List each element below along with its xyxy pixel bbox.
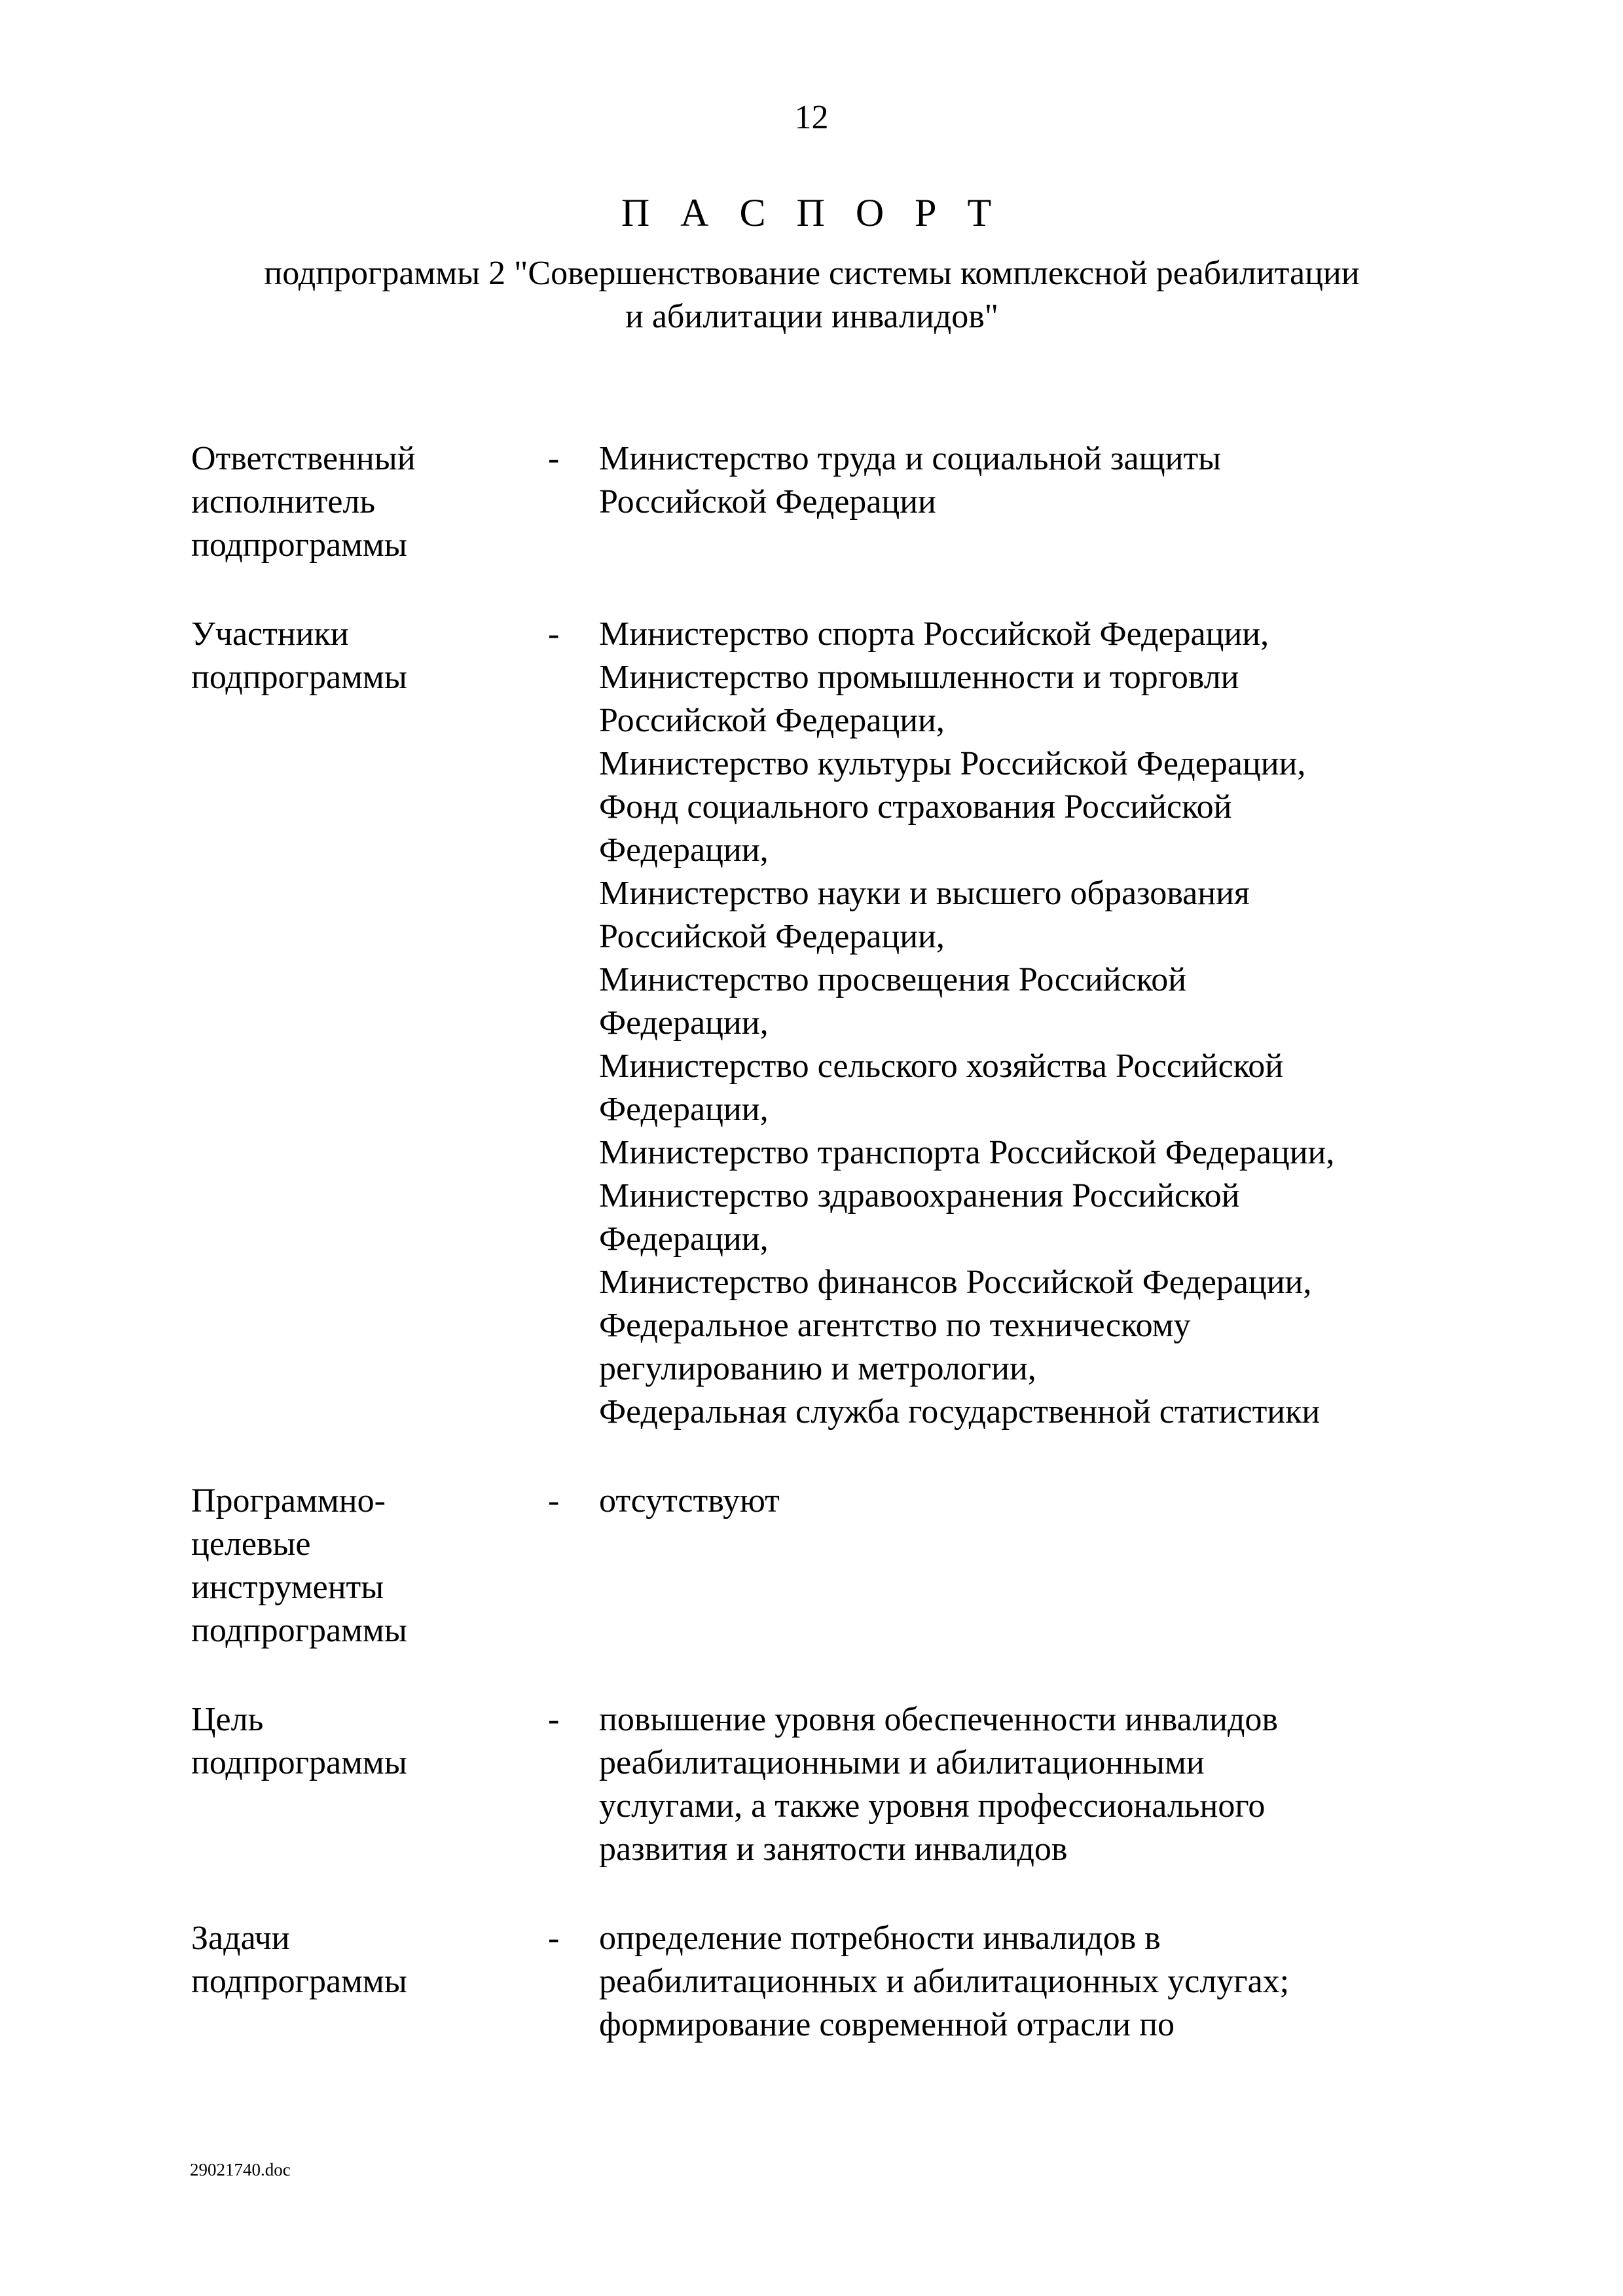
value-line: Федерации, — [599, 831, 769, 869]
value-line: Министерство сельского хозяйства Российской — [599, 1048, 1284, 1085]
row-label — [191, 1917, 548, 2047]
label-line: подпрограммы — [191, 1612, 407, 1649]
value-line: отсутствуют — [599, 1482, 780, 1520]
value-line: Федерации, — [599, 1091, 769, 1128]
value-line: определение потребности инвалидов в — [599, 1920, 1161, 1957]
label-line: инструменты — [191, 1569, 384, 1606]
page-number: 12 — [794, 99, 829, 136]
row-dash: - — [548, 440, 560, 477]
value-line: Федерации, — [599, 1004, 769, 1042]
value-line: Российской Федерации, — [599, 918, 945, 955]
document-subtitle — [164, 252, 1460, 338]
subtitle-line: и абилитации инвалидов" — [625, 298, 998, 335]
value-line: Федерации, — [599, 1220, 769, 1258]
passport-row-goal — [191, 1698, 1448, 1871]
subtitle-line: подпрограммы 2 "Совершенствование системы комплексной реабилитации — [264, 255, 1360, 292]
label-line: Участники — [191, 615, 349, 653]
value-line: услугами, а также уровня профессионального — [599, 1787, 1266, 1825]
row-value — [599, 613, 1448, 1434]
label-line: Цель — [191, 1701, 264, 1738]
value-line: развития и занятости инвалидов — [599, 1831, 1068, 1868]
passport-row-tasks — [191, 1917, 1448, 2047]
row-value — [599, 1917, 1448, 2047]
value-line: регулированию и метрологии, — [599, 1350, 1036, 1387]
value-line: Министерство просвещения Российской — [599, 961, 1187, 998]
value-line: Федеральная служба государственной статистики — [599, 1393, 1321, 1430]
row-dash: - — [548, 615, 560, 653]
value-line: Министерство труда и социальной защиты — [599, 440, 1222, 477]
value-line: формирование современной отрасли по — [599, 2006, 1175, 2043]
value-line: Министерство здравоохранения Российской — [599, 1177, 1240, 1214]
value-line: Федеральное агентство по техническому — [599, 1307, 1191, 1344]
label-line: подпрограммы — [191, 526, 407, 564]
value-line: Министерство спорта Российской Федерации, — [599, 615, 1269, 653]
file-footer: 29021740.doc — [190, 2160, 291, 2179]
value-line: Министерство культуры Российской Федерации, — [599, 745, 1306, 782]
passport-row-responsible — [191, 437, 1448, 567]
value-line: Министерство транспорта Российской Федерации, — [599, 1134, 1335, 1171]
row-value — [599, 1480, 1448, 1652]
label-line: Программно- — [191, 1482, 386, 1520]
row-label — [191, 613, 548, 1434]
label-line: подпрограммы — [191, 1744, 407, 1781]
value-line: Министерство промышленности и торговли — [599, 659, 1239, 696]
label-line: исполнитель — [191, 483, 376, 520]
value-line: Российской Федерации — [599, 483, 936, 520]
row-value — [599, 437, 1448, 567]
row-label — [191, 1480, 548, 1652]
value-line: Российской Федерации, — [599, 702, 945, 739]
row-value — [599, 1698, 1448, 1871]
row-dash: - — [548, 1920, 560, 1957]
document-title: П А С П О Р Т — [621, 191, 1002, 234]
label-line: целевые — [191, 1525, 311, 1563]
value-line: повышение уровня обеспеченности инвалидов — [599, 1701, 1278, 1738]
value-line: реабилитационных и абилитационных услугах; — [599, 1963, 1290, 2000]
row-dash: - — [548, 1482, 560, 1520]
label-line: подпрограммы — [191, 659, 407, 696]
value-line: Фонд социального страхования Российской — [599, 788, 1232, 826]
label-line: подпрограммы — [191, 1963, 407, 2000]
passport-row-instruments — [191, 1480, 1448, 1652]
label-line: Ответственный — [191, 440, 416, 477]
passport-table — [191, 437, 1448, 2092]
label-line: Задачи — [191, 1920, 290, 1957]
passport-row-participants — [191, 613, 1448, 1434]
value-line: Министерство науки и высшего образования — [599, 875, 1250, 912]
row-dash: - — [548, 1701, 560, 1738]
row-label — [191, 1698, 548, 1871]
row-label — [191, 437, 548, 567]
value-line: Министерство финансов Российской Федерации, — [599, 1264, 1312, 1301]
value-line: реабилитационными и абилитационными — [599, 1744, 1205, 1781]
